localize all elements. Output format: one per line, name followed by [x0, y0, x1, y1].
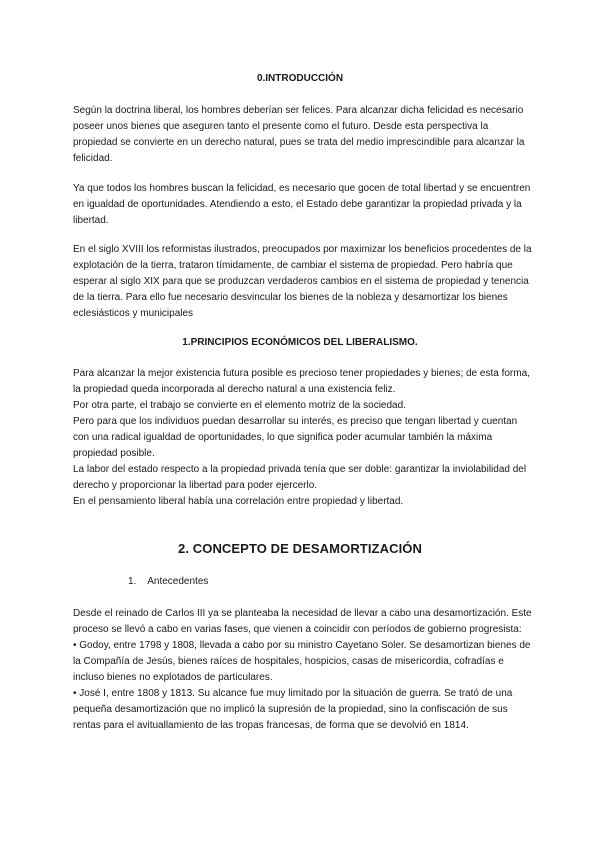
subheading-label: Antecedentes	[147, 576, 209, 587]
antecedentes-subheading	[128, 574, 208, 590]
principles-line: Para alcanzar la mejor existencia futura posible es precioso tener propiedades y bienes; de esta forma, la propiedad queda incorporada al derecho natural a una existencia feliz.	[73, 368, 530, 395]
intro-paragraph-1: Según la doctrina liberal, los hombres deberían ser felices. Para alcanzar dicha felicidad es necesario poseer unos bienes que aseguren tanto el presente como el futuro. Desde esta perspectiva la propiedad se convierte en un derecho natural, pues se trata del medio imprescindible para alcanzar la felicidad.	[73, 105, 525, 164]
principles-body	[73, 366, 533, 510]
intro-paragraph-3: En el siglo XVIII los reformistas ilustrados, preocupados por maximizar los beneficios procedentes de la explotación de la tierra, trataron tímidamente, de cambiar el sistema de propiedad. Pero habría que esperar al siglo XIX para que se produzcan verdaderos cambios en el sistema de propiedad y tenencia de la tierra. Para ello fue necesario desvincular los bienes de la nobleza y desamortizar los bienes eclesiásticos y municipales	[73, 244, 532, 319]
principles-line: En el pensamiento liberal había una correlación entre propiedad y libertad.	[73, 496, 404, 507]
concept-heading: 2. CONCEPTO DE DESAMORTIZACIÓN	[177, 541, 422, 556]
subheading-number: 1.	[128, 576, 137, 587]
intro-paragraph-2: Ya que todos los hombres buscan la felicidad, es necesario que gocen de total libertad y se encuentren en igualdad de oportunidades. Atendiendo a esto, el Estado debe garantizar la propiedad privada y la libertad.	[73, 183, 531, 226]
principles-line: Pero para que los individuos puedan desarrollar su interés, es preciso que tengan libertad y cuentan con una radical igualdad de oportunidades, lo que significa poder acumular también la máxima propiedad posible.	[73, 416, 518, 459]
principles-heading: 1.PRINCIPIOS ECONÓMICOS DEL LIBERALISMO.	[182, 337, 418, 348]
intro-heading: 0.INTRODUCCIÓN	[256, 73, 344, 84]
principles-line: La labor del estado respecto a la propiedad privada tenía que ser doble: garantizar la inviolabilidad del derecho y proporcionar la libertad para poder ejercerlo.	[73, 464, 527, 491]
concept-bullet-godoy: • Godoy, entre 1798 y 1808, llevada a cabo por su ministro Cayetano Soler. Se desamortizan bienes de la Compañía de Jesús, bienes raíces de hospitales, hospicios, casas de misericordia, cofradías e incluso bienes no explotados de particulares.	[73, 640, 531, 683]
principles-line: Por otra parte, el trabajo se convierte en el elemento motriz de la sociedad.	[73, 400, 406, 411]
concept-body	[73, 606, 533, 734]
concept-bullet-jose: • José I, entre 1808 y 1813. Su alcance fue muy limitado por la situación de guerra. Se trató de una pequeña desamortización que no implicó la supresión de la propiedad, sino la confiscación de sus rentas para el avituallamiento de las tropas francesas, de forma que se devolvió en 1814.	[73, 688, 513, 731]
concept-line: Desde el reinado de Carlos III ya se planteaba la necesidad de llevar a cabo una desamortización. Este proceso se llevó a cabo en varias fases, que vienen a coincidir con períodos de gobierno progresista:	[73, 608, 532, 635]
